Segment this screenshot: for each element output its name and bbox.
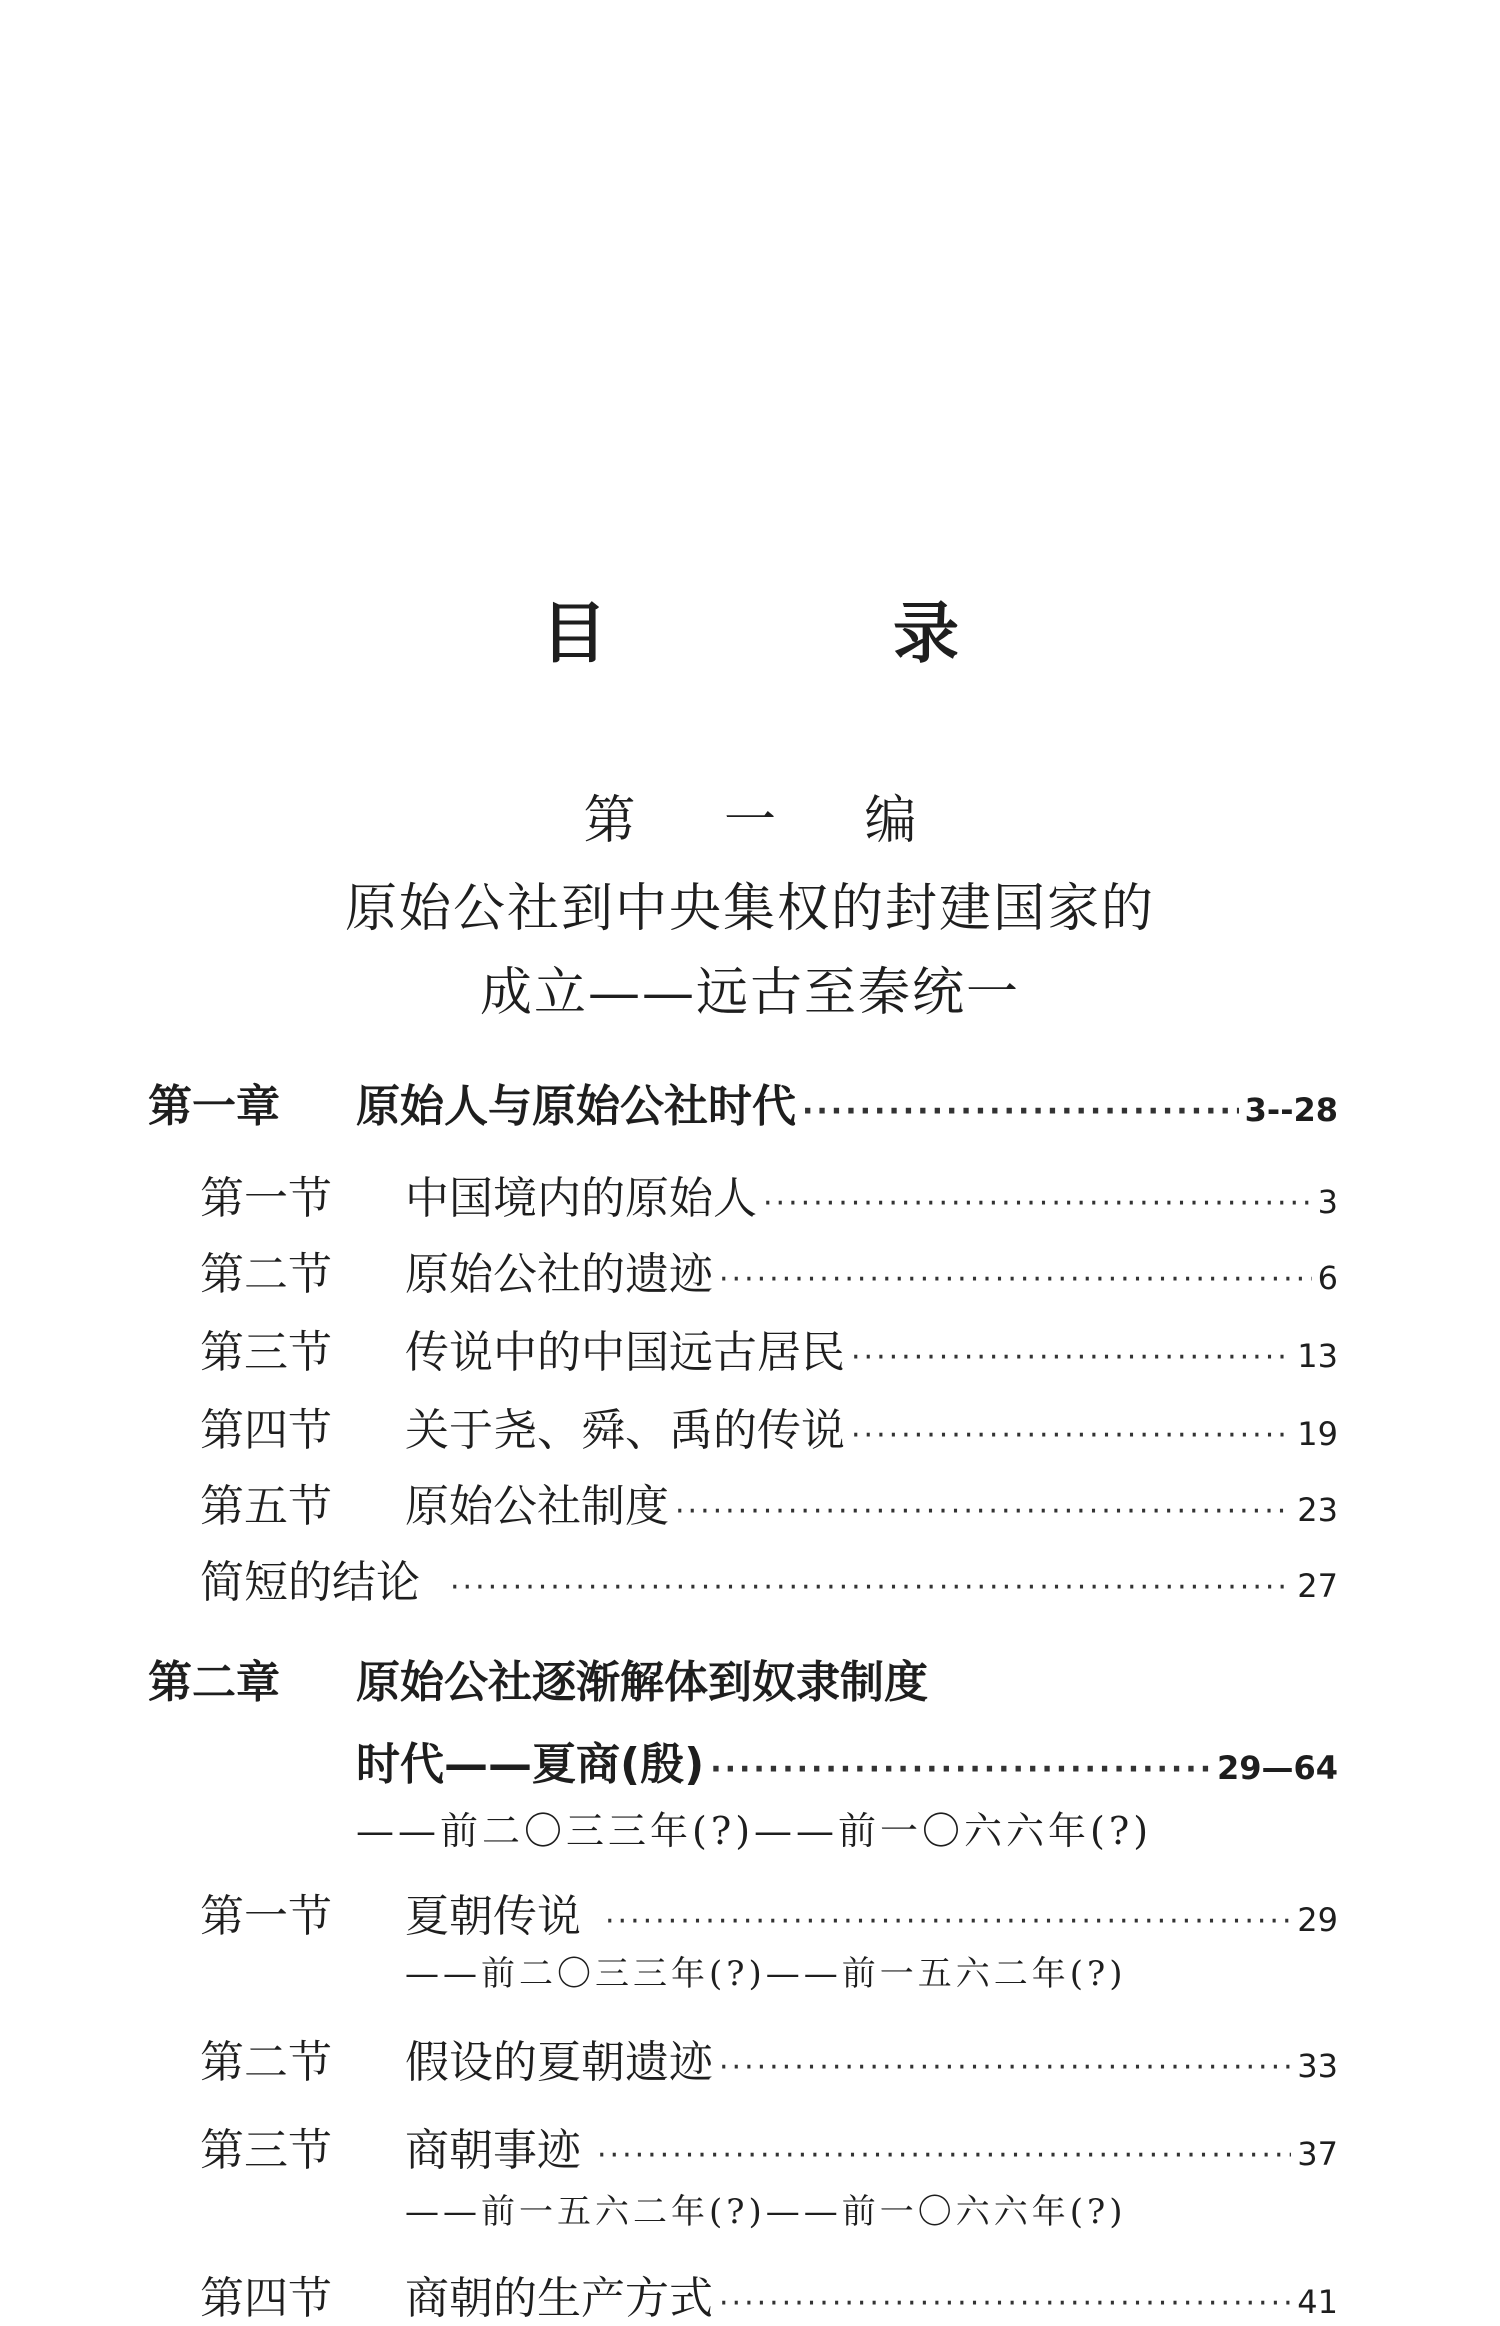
dot-leader: [597, 2138, 1291, 2173]
section-number: 第三节: [200, 2125, 332, 2176]
section-title: 传说中的中国远古居民: [405, 1327, 845, 1378]
dot-leader: [710, 1752, 1211, 1787]
dot-leader: [763, 1186, 1312, 1221]
dot-leader: [675, 1494, 1291, 1529]
toc-section[interactable]: [200, 1880, 1338, 1940]
page-number: 19: [1297, 1415, 1338, 1453]
dot-leader: [719, 1262, 1312, 1297]
dot-leader: [851, 1418, 1291, 1453]
toc-section[interactable]: [200, 2262, 1338, 2322]
section-number: 第四节: [200, 2273, 332, 2324]
chapter-title-line1[interactable]: 原始公社逐渐解体到奴隶制度: [356, 1657, 928, 1708]
page-number: 13: [1297, 1337, 1338, 1375]
part-title-line2: 成立——远古至秦统一: [479, 963, 1020, 1023]
dot-leader: [802, 1094, 1239, 1129]
section-title: 中国境内的原始人: [405, 1173, 757, 1224]
dot-leader: [719, 2050, 1291, 2085]
section-title: 商朝事迹: [405, 2125, 581, 2176]
chapter-title-line2: 时代——夏商(殷): [356, 1739, 705, 1790]
toc-chapter-2[interactable]: [356, 1728, 1338, 1788]
page-range: 29—64: [1216, 1749, 1338, 1787]
section-number: 第一节: [200, 1173, 332, 1224]
section-number: 第一节: [200, 1891, 332, 1942]
page-number: 23: [1297, 1491, 1338, 1529]
toc-chapter-1[interactable]: [148, 1070, 1338, 1130]
toc-section[interactable]: [200, 1162, 1338, 1222]
page-number: 6: [1317, 1259, 1338, 1297]
section-number: 第二节: [200, 2037, 332, 2088]
section-dates: ——前一五六二年(?)——前一〇六六年(?): [405, 2192, 1127, 2232]
section-number: 第二节: [200, 1249, 332, 1300]
part-label: 第 一 编: [583, 791, 953, 851]
toc-section[interactable]: [200, 1394, 1338, 1454]
page-number: 37: [1297, 2135, 1338, 2173]
dot-leader: [605, 1904, 1291, 1939]
section-title: 简短的结论: [200, 1557, 420, 1608]
page-number: 29: [1297, 1901, 1338, 1939]
chapter-title: 原始人与原始公社时代: [356, 1081, 796, 1132]
page-number: 3: [1317, 1183, 1338, 1221]
toc-conclusion[interactable]: [200, 1546, 1338, 1606]
section-number: 第四节: [200, 1405, 332, 1456]
section-title: 关于尧、舜、禹的传说: [405, 1405, 845, 1456]
dot-leader: [851, 1340, 1291, 1375]
chapter-number: 第二章: [148, 1657, 280, 1708]
section-dates: ——前二〇三三年(?)——前一五六二年(?): [405, 1954, 1127, 1994]
toc-section[interactable]: [200, 2114, 1338, 2174]
chapter-number: 第一章: [148, 1081, 280, 1132]
page-number: 33: [1297, 2047, 1338, 2085]
page-title: 目 录: [541, 595, 1069, 672]
section-title: 假设的夏朝遗迹: [405, 2037, 713, 2088]
chapter-dates: ——前二〇三三年(?)——前一〇六六年(?): [356, 1809, 1153, 1853]
dot-leader: [450, 1570, 1291, 1605]
page-number: 27: [1297, 1567, 1338, 1605]
section-number: 第三节: [200, 1327, 332, 1378]
section-title: 原始公社制度: [405, 1481, 669, 1532]
section-title: 商朝的生产方式: [405, 2273, 713, 2324]
page-number: 41: [1297, 2283, 1338, 2321]
dot-leader: [719, 2286, 1291, 2321]
section-title: 夏朝传说: [405, 1891, 581, 1942]
section-title: 原始公社的遗迹: [405, 1249, 713, 1300]
toc-section[interactable]: [200, 1470, 1338, 1530]
toc-section[interactable]: [200, 2026, 1338, 2086]
part-title-line1: 原始公社到中央集权的封建国家的: [344, 879, 1155, 939]
section-number: 第五节: [200, 1481, 332, 1532]
page-range: 3--28: [1244, 1091, 1338, 1129]
toc-section[interactable]: [200, 1316, 1338, 1376]
toc-section[interactable]: [200, 1238, 1338, 1298]
